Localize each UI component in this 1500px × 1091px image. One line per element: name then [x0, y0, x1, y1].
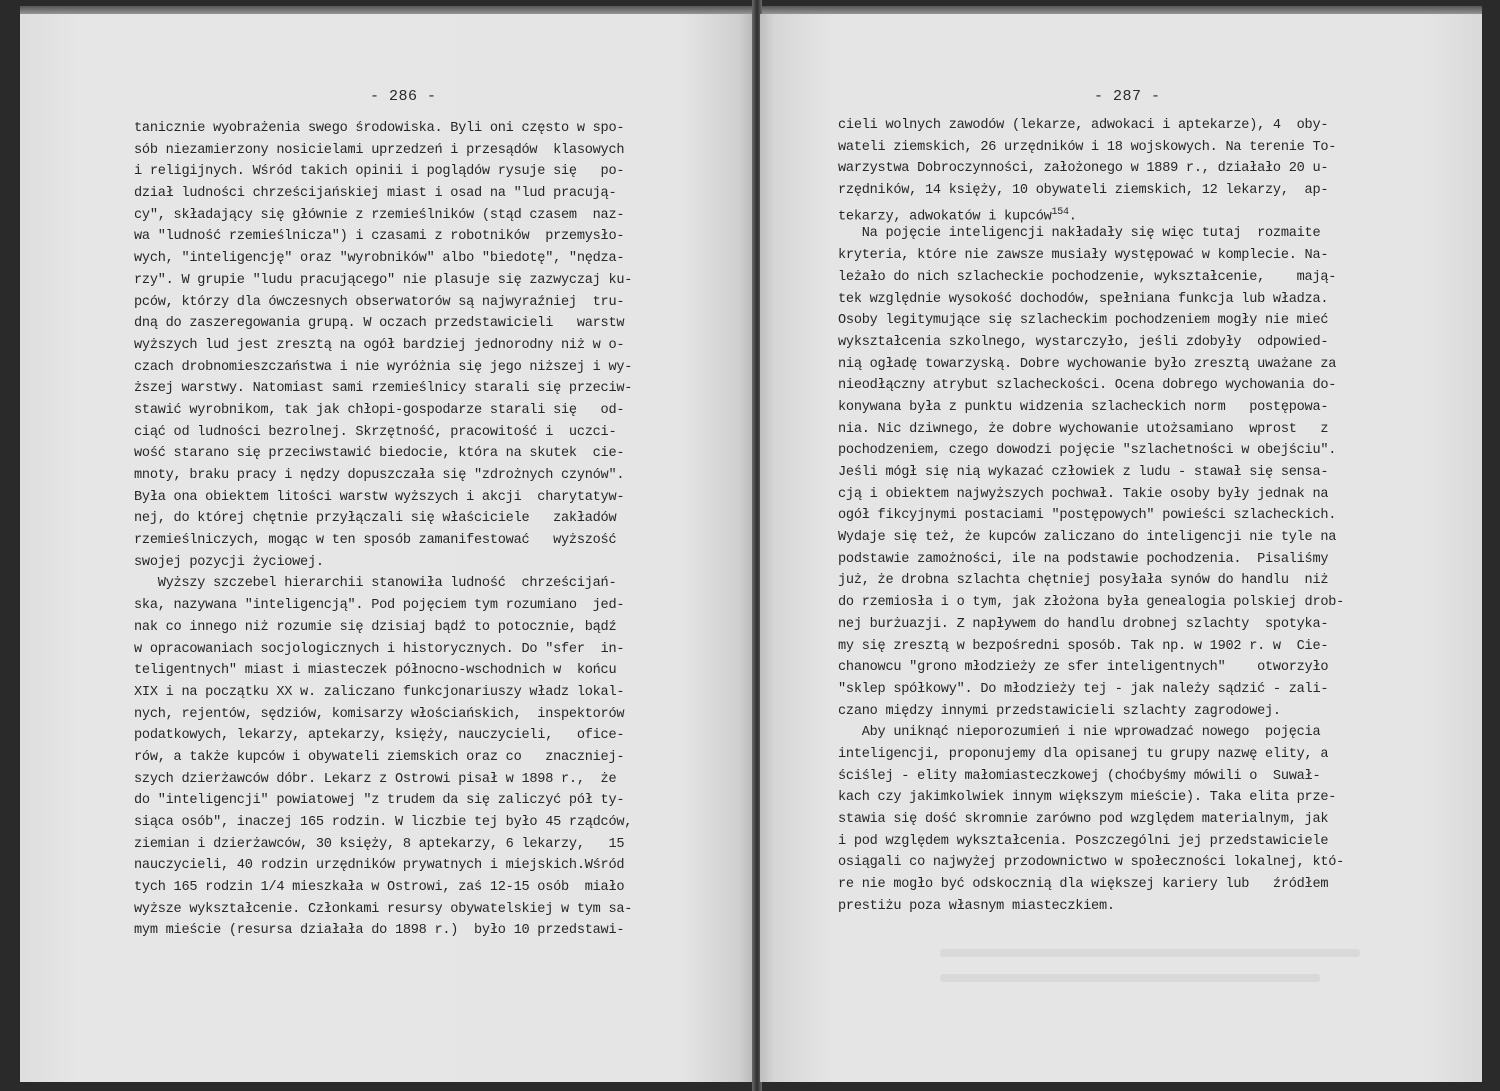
text-line: "sklep spółkowy". Do młodzieży tej - jak należy sądzić - zali-	[838, 681, 1329, 697]
right-page	[760, 14, 1482, 1082]
text-line: mym mieście (resursa działała do 1898 r.) było 10 przedstawi-	[134, 923, 625, 939]
text-line: wykształcenia szkolnego, wystarczyło, jeśli zdobyły odpowied-	[838, 334, 1329, 350]
text-line: kryteria, które nie zawsze musiały występować w komplecie. Na-	[838, 248, 1329, 264]
text-line: do rzemiosła i o tym, jak złożona była genealogia polskiej drob-	[838, 595, 1345, 611]
text-line: nieodłączny atrybut szlacheckości. Ocena dobrego wychowania do-	[838, 378, 1337, 394]
text-line: chanowcu "grono młodzieży ze sfer inteligentnych" otworzyło	[838, 660, 1329, 676]
text-line: Osoby legitymujące się szlacheckim pochodzeniem mogły nie mieć	[838, 313, 1329, 329]
text-line: rzędników, 14 księży, 10 obywateli ziemskich, 12 lekarzy, ap-	[838, 183, 1329, 199]
text-line: kach czy jakimkolwiek innym większym mieście). Taka elita prze-	[838, 790, 1337, 806]
text-line: rów, a także kupców i obywateli ziemskich oraz co znaczniej-	[134, 749, 625, 765]
text-line: czach drobnomieszczaństwa i nie wyróżnia się jego niższej i wy-	[134, 359, 633, 375]
right-page-text	[838, 115, 1344, 917]
text-line: pców, którzy dla ówczesnych obserwatorów są najwyraźniej tru-	[134, 294, 625, 310]
text-line: dną do zaszeregowania grupą. W oczach przedstawicieli warstw	[134, 316, 625, 332]
text-line: osiągali co najwyżej przodownictwo w społeczności lokalnej, któ-	[838, 855, 1345, 871]
text-line: nauczycieli, 40 rodzin urzędników prywatnych i miejskich.Wśród	[134, 858, 625, 874]
bleed-through-shadow	[940, 974, 1320, 982]
text-line: w opracowaniach socjologicznych i historycznych. Do "sfer in-	[134, 641, 625, 657]
text-line: już, że drobna szlachta chętniej posyłała synów do handlu niż	[838, 573, 1329, 589]
text-line: podstawie zamożności, ile na podstawie pochodzenia. Pisaliśmy	[838, 551, 1329, 567]
text-line: sób niezamierzony nosicielami uprzedzeń i przesądów klasowych	[134, 142, 625, 158]
text-line: prestiżu poza własnym miasteczkiem.	[838, 898, 1115, 914]
text-line: stawić wyrobnikom, tak jak chłopi-gospodarze starali się od-	[134, 402, 625, 418]
text-line: my się zresztą w bezpośredni sposób. Tak np. w 1902 r. w Cie-	[838, 638, 1329, 654]
text-line: i pod względem wykształcenia. Poszczególni jej przedstawiciele	[838, 833, 1329, 849]
text-line: ska, nazywana "inteligencją". Pod pojęciem tym rozumiano jed-	[134, 598, 625, 614]
text-line: inteligencji, proponujemy dla opisanej tu grupy nazwę elity, a	[838, 746, 1329, 762]
text-line: ziemian i dzierżawców, 30 księży, 8 aptekarzy, 6 lekarzy, 15	[134, 836, 625, 852]
bleed-through-shadow	[940, 949, 1360, 957]
left-page	[20, 14, 754, 1082]
text-line: Wyższy szczebel hierarchii stanowiła ludność chrześcijań-	[134, 576, 617, 592]
text-line: Na pojęcie inteligencji nakładały się więc tutaj rozmaite	[838, 226, 1321, 242]
text-line: wość starano się przeciwstawić biedocie, która na skutek cie-	[134, 446, 625, 462]
text-line: tek względnie wysokość dochodów, spełniana funkcja lub władza.	[838, 291, 1329, 307]
text-line: nak co innego niż rozumie się dzisiaj bądź to potocznie, bądź	[134, 619, 617, 635]
text-line: mnoty, braku pracy i nędzy dopuszczała się "zdrożnych czynów".	[134, 468, 625, 483]
text-line: cieli wolnych zawodów (lekarze, adwokaci i aptekarze), 4 oby-	[838, 118, 1329, 133]
text-line: teligentnych" miast i miasteczek północno-wschodnich w końcu	[134, 663, 617, 679]
page-number-left: - 286 -	[370, 88, 437, 105]
text-line: nej, do której chętnie przyłączali się właściciele zakładów	[134, 511, 617, 527]
text-line: tych 165 rodzin 1/4 mieszkała w Ostrowi, zaś 12-15 osób miało	[134, 880, 625, 896]
text-line: ciąć od ludności bezrolnej. Skrzętność, pracowitość i uczci-	[134, 424, 617, 440]
text-line: podatkowych, lekarzy, aptekarzy, księży, nauczycieli, ofice-	[134, 728, 625, 744]
text-line: dział ludności chrześcijańskiej miast i osad na "lud pracują-	[134, 186, 617, 202]
text-line: cy", składający się głównie z rzemieślników (stąd czasem naz-	[134, 207, 625, 223]
text-line: czano między innymi przedstawicieli szlachty zagrodowej.	[838, 703, 1281, 719]
text-line: ższej warstwy. Natomiast sami rzemieślnicy starali się przeciw-	[134, 381, 633, 397]
text-line: leżało do nich szlacheckie pochodzenie, wykształcenie, mają-	[838, 269, 1337, 285]
text-line: i religijnych. Wśród takich opinii i poglądów rysuje się po-	[134, 164, 625, 180]
text-line: cją i obiektem najwyższych pochwał. Takie osoby były jednak na	[838, 486, 1329, 502]
text-line: tanicznie wyobrażenia swego środowiska. Byli oni często w spo-	[134, 121, 625, 136]
footnote-reference: 154	[1051, 206, 1069, 218]
text-line: nej burżuazji. Z napływem do handlu drobnej szlachty spotyka-	[838, 616, 1329, 632]
text-line: nych, rejentów, sędziów, komisarzy włościańskich, inspektorów	[134, 706, 625, 722]
text-line: wyższe wykształcenie. Członkami resursy obywatelskiej w tym sa-	[134, 901, 633, 917]
text-line: warzystwa Dobroczynności, założonego w 1889 r., działało 20 u-	[838, 161, 1329, 177]
text-line: nia. Nic dziwnego, że dobre wychowanie utożsamiano wprost z	[838, 421, 1329, 437]
text-line: szych dzierżawców dóbr. Lekarz z Ostrowi pisał w 1898 r., że	[134, 771, 617, 787]
text-line: Jeśli mógł się nią wykazać człowiek z ludu - stawał się sensa-	[838, 465, 1329, 480]
text-line: swojej pozycji życiowej.	[134, 554, 324, 570]
text-line: wych, "inteligencję" oraz "wyrobników" albo "biedotę", "nędza-	[134, 251, 625, 267]
text-line: konywana była z punktu widzenia szlacheckich norm postępowa-	[838, 399, 1329, 415]
text-line: rzy". W grupie "ludu pracującego" nie plasuje się zazwyczaj ku-	[134, 272, 633, 288]
left-page-text	[134, 118, 632, 942]
text-line: stawia się dość skromnie zarówno pod względem materialnym, jak	[838, 812, 1329, 827]
text-line: Wydaje się też, że kupców zaliczano do inteligencji nie tyle na	[838, 530, 1337, 546]
text-line: ściślej - elity małomiasteczkowej (choćbyśmy mówili o Suwał-	[838, 768, 1321, 784]
text-line: rzemieślniczych, mogąc w ten sposób zamanifestować wyższość	[134, 533, 617, 549]
text-line: nią ogładę towarzyską. Dobre wychowanie było zresztą uważane za	[838, 356, 1337, 372]
footnote-tail: .	[1068, 209, 1077, 225]
page-number-right: - 287 -	[1094, 88, 1161, 105]
text-line: ogół fikcyjnymi postaciami "postępowych" powieści szlacheckich.	[838, 508, 1337, 524]
text-line: siąca osób", inaczej 165 rodzin. W liczbie tej było 45 rządców,	[134, 815, 633, 830]
text-line: XIX i na początku XX w. zaliczano funkcjonariuszy władz lokal-	[134, 684, 625, 700]
text-line: Była ona obiektem litości warstw wyższych i akcji charytatyw-	[134, 489, 625, 505]
text-line: wyższych lud jest zresztą na ogół bardziej jednorodny niż w o-	[134, 337, 625, 353]
text-line: pochodzeniem, czego dowodzi pojęcie "szlachetności w obejściu".	[838, 443, 1337, 459]
text-line: tekarzy, adwokatów i kupców$^{154}$.	[838, 206, 1077, 225]
text-line: do "inteligencji" powiatowej "z trudem da się zaliczyć pół ty-	[134, 793, 625, 809]
text-line: re nie mogło być odskocznią dla większej kariery lub źródłem	[838, 877, 1329, 893]
text-line: wateli ziemskich, 26 urzędników i 18 wojskowych. Na terenie To-	[838, 139, 1337, 155]
text-line: wa "ludność rzemieślnicza") i czasami z robotników przemysło-	[134, 229, 625, 245]
text-line: Aby uniknąć nieporozumień i nie wprowadzać nowego pojęcia	[838, 725, 1321, 741]
